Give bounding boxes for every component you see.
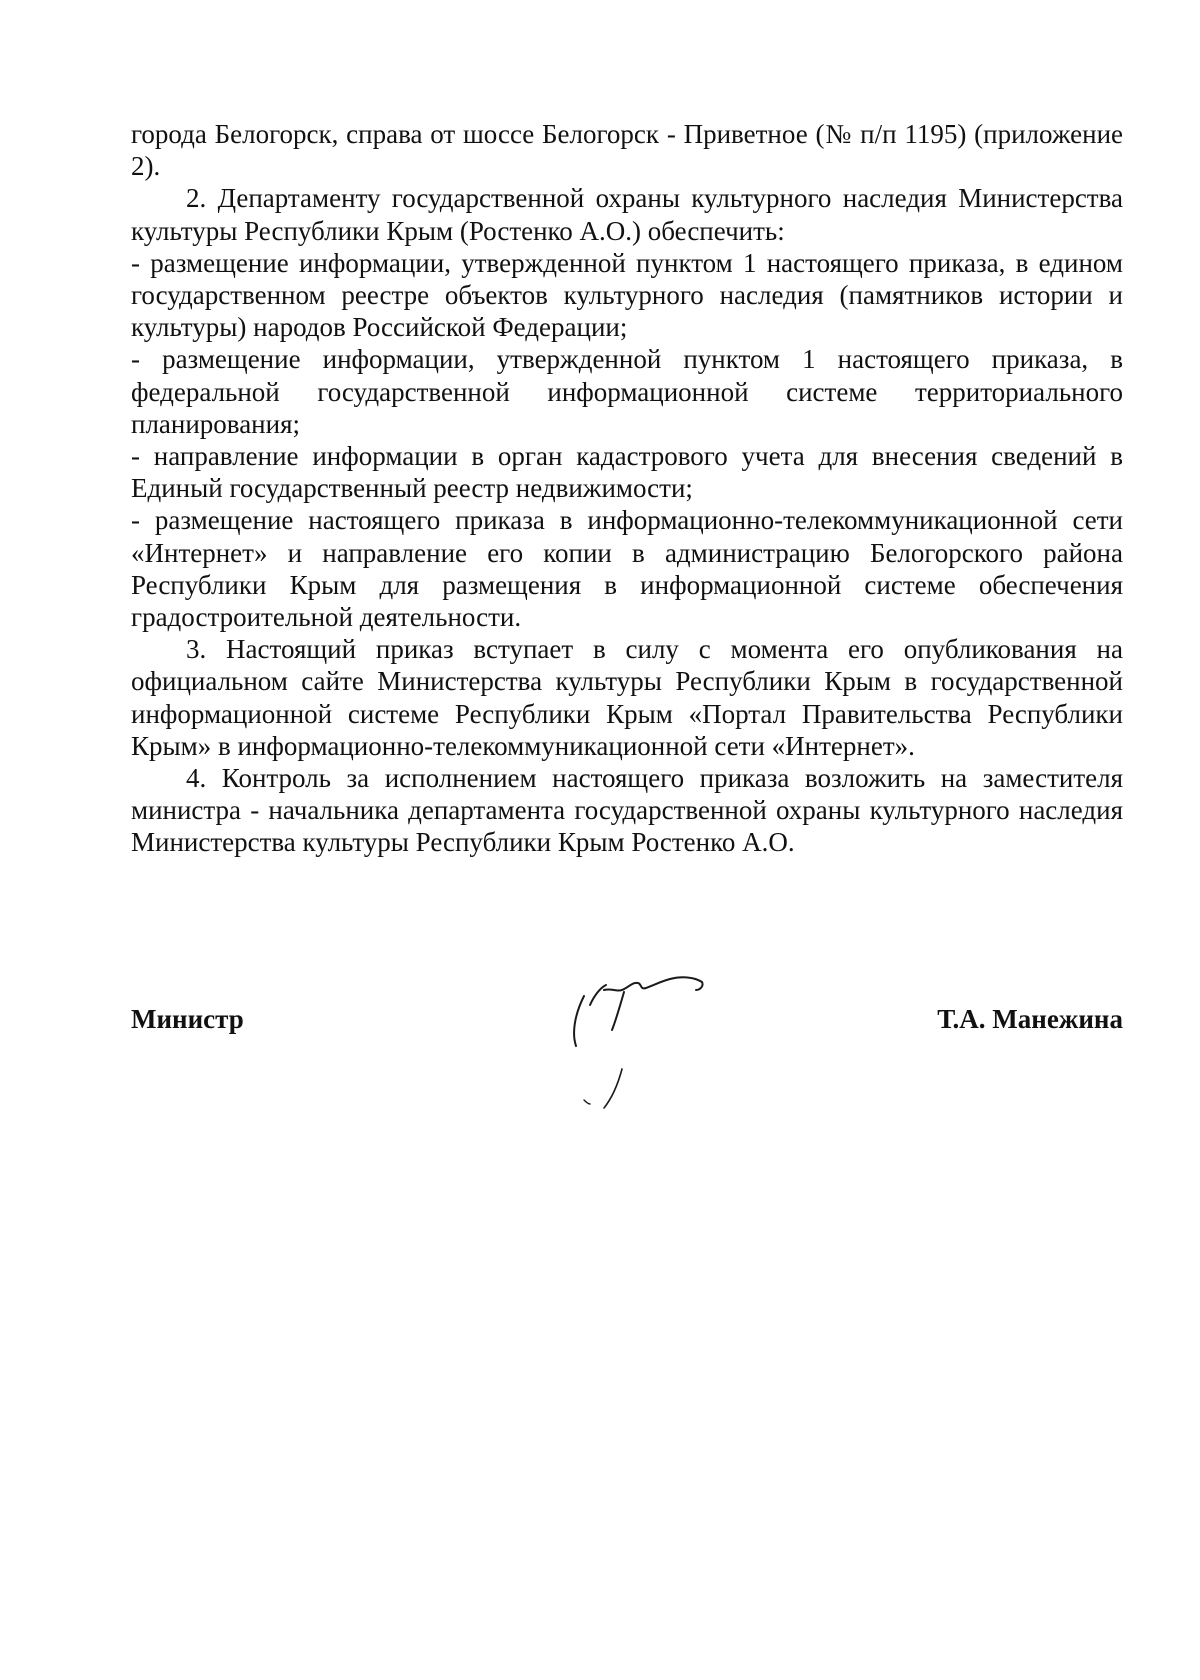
paragraph-bullet-planning-system: - размещение информации, утвержденной пунктом 1 настоящего приказа, в федеральной государственной информационной системе территориального планирования; (131, 344, 1123, 439)
paragraph-continuation: города Белогорск, справа от шоссе Белогорск - Приветное (№ п/п 1195) (приложение 2). (131, 119, 1123, 182)
paragraph-item-3: 3. Настоящий приказ вступает в силу с момента его опубликования на официальном сайте Министерства культуры Республики Крым в государственной информационной системе Республики Крым «Портал Правительства Республики Крым» в информационно-телекоммуникационной сети «Интернет». (131, 634, 1123, 761)
paragraph-bullet-internet: - размещение настоящего приказа в информационно-телекоммуникационной сети «Интернет» и направление его копии в администрацию Белогорского района Республики Крым для размещения в информационной системе обеспечения градостроительной деятельности. (131, 505, 1123, 633)
paragraph-bullet-registry: - размещение информации, утвержденной пунктом 1 настоящего приказа, в едином государственном реестре объектов культурного наследия (памятников истории и культуры) народов Российской Федерации; (131, 247, 1123, 343)
handwritten-signature (570, 968, 740, 1136)
document-body (131, 118, 1123, 859)
paragraph-bullet-cadastre: - направление информации в орган кадастрового учета для внесения сведений в Единый государственный реестр недвижимости; (131, 441, 1123, 504)
paragraph-item-4: 4. Контроль за исполнением настоящего приказа возложить на заместителя министра - начальника департамента государственной охраны культурного наследия Министерства культуры Республики Крым Ростенко А.О. (131, 763, 1123, 858)
signatory-title: Министр (131, 1004, 244, 1034)
paragraph-item-2: 2. Департаменту государственной охраны культурного наследия Министерства культуры Республики Крым (Ростенко А.О.) обеспечить: (131, 183, 1123, 246)
signatory-name: Т.А. Манежина (937, 1004, 1123, 1034)
